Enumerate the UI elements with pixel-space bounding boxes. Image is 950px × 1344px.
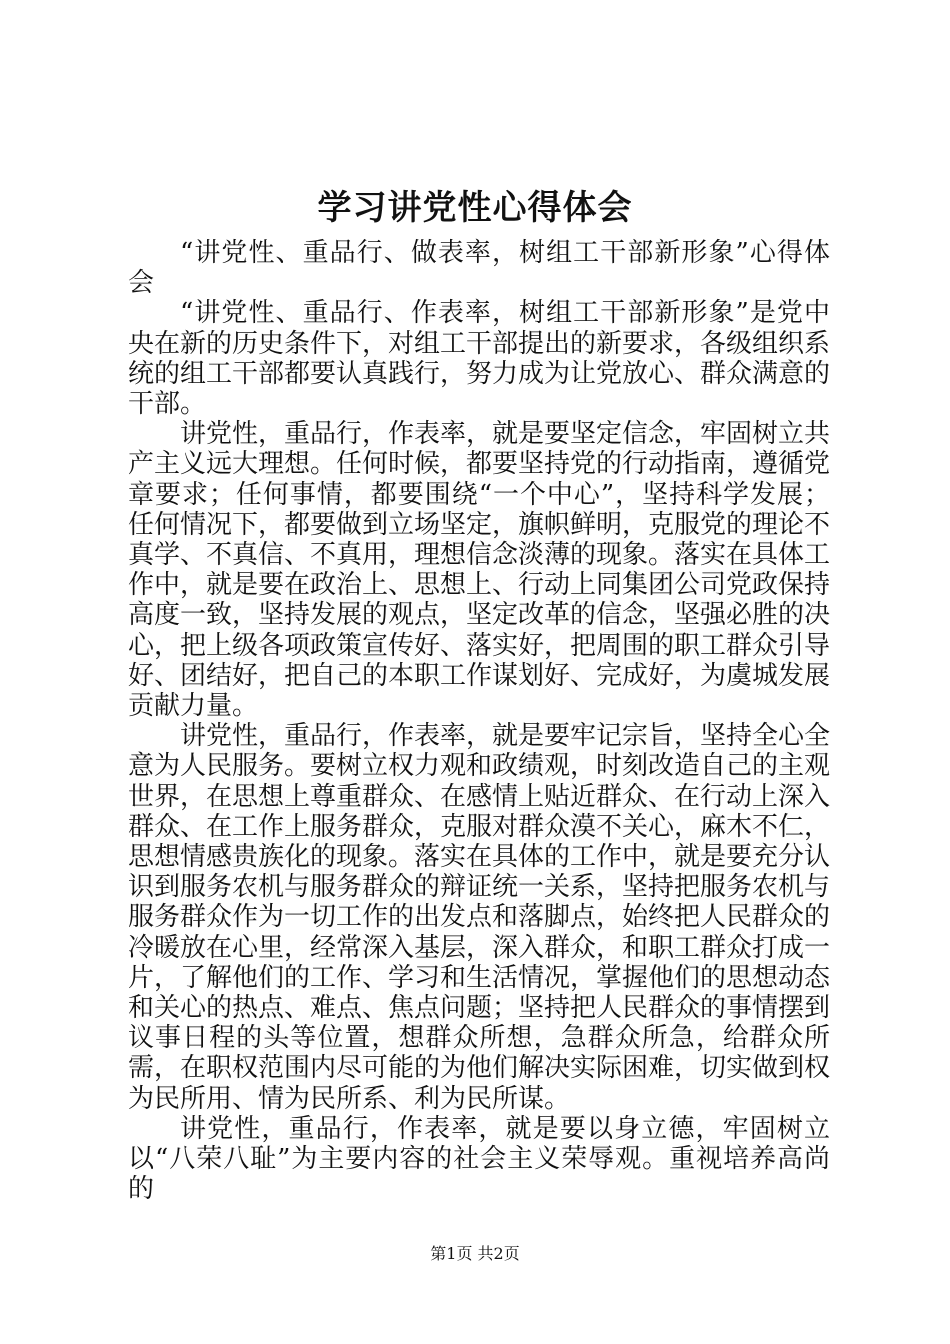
document-body xyxy=(128,238,830,1205)
document-title: 学习讲党性心得体会 xyxy=(317,188,633,228)
paragraph-3: 讲党性，重品行，作表率，就是要坚定信念，牢固树立共产主义远大理想。任何时候，都要坚持党的行动指南，遵循党章要求；任何事情，都要围绕“一个中心”，坚持科学发展；任何情况下，都要做到立场坚定，旗帜鲜明，克服党的理论不真学、不真信、不真用，理想信念淡薄的现象。落实在具体工作中，就是要在政治上、思想上、行动上同集团公司党政保持高度一致，坚持发展的观点，坚定改革的信念，坚强必胜的决心，把上级各项政策宣传好、落实好，把周围的职工群众引导好、团结好，把自己的本职工作谋划好、完成好，为虞城发展贡献力量。 xyxy=(128,419,831,722)
paragraph-5: 讲党性，重品行，作表率，就是要以身立德，牢固树立以“八荣八耻”为主要内容的社会主义荣辱观。重视培养高尚的 xyxy=(128,1113,830,1205)
paragraph-1: “讲党性、重品行、做表率，树组工干部新形象”心得体会 xyxy=(128,238,830,299)
paragraph-4: 讲党性，重品行，作表率，就是要牢记宗旨，坚持全心全意为人民服务。要树立权力观和政绩观，时刻改造自己的主观世界，在思想上尊重群众、在感情上贴近群众、在行动上深入群众、在工作上服务群众，克服对群众漠不关心，麻木不仁，思想情感贵族化的现象。落实在具体的工作中，就是要充分认识到服务农机与服务群众的辩证统一关系，坚持把服务农机与服务群众作为一切工作的出发点和落脚点，始终把人民群众的冷暖放在心里，经常深入基层，深入群众，和职工群众打成一片，了解他们的工作、学习和生活情况，掌握他们的思想动态和关心的热点、难点、焦点问题；坚持把人民群众的事情摆到议事日程的头等位置，想群众所想，急群众所急，给群众所需，在职权范围内尽可能的为他们解决实际困难，切实做到权为民所用、情为民所系、利为民所谋。 xyxy=(128,721,831,1114)
paragraph-2: “讲党性、重品行、作表率，树组工干部新形象”是党中央在新的历史条件下，对组工干部提出的新要求，各级组织系统的组工干部都要认真践行，努力成为让党放心、群众满意的干部。 xyxy=(128,298,831,420)
page-footer: 第1页 共2页 xyxy=(430,1244,520,1263)
